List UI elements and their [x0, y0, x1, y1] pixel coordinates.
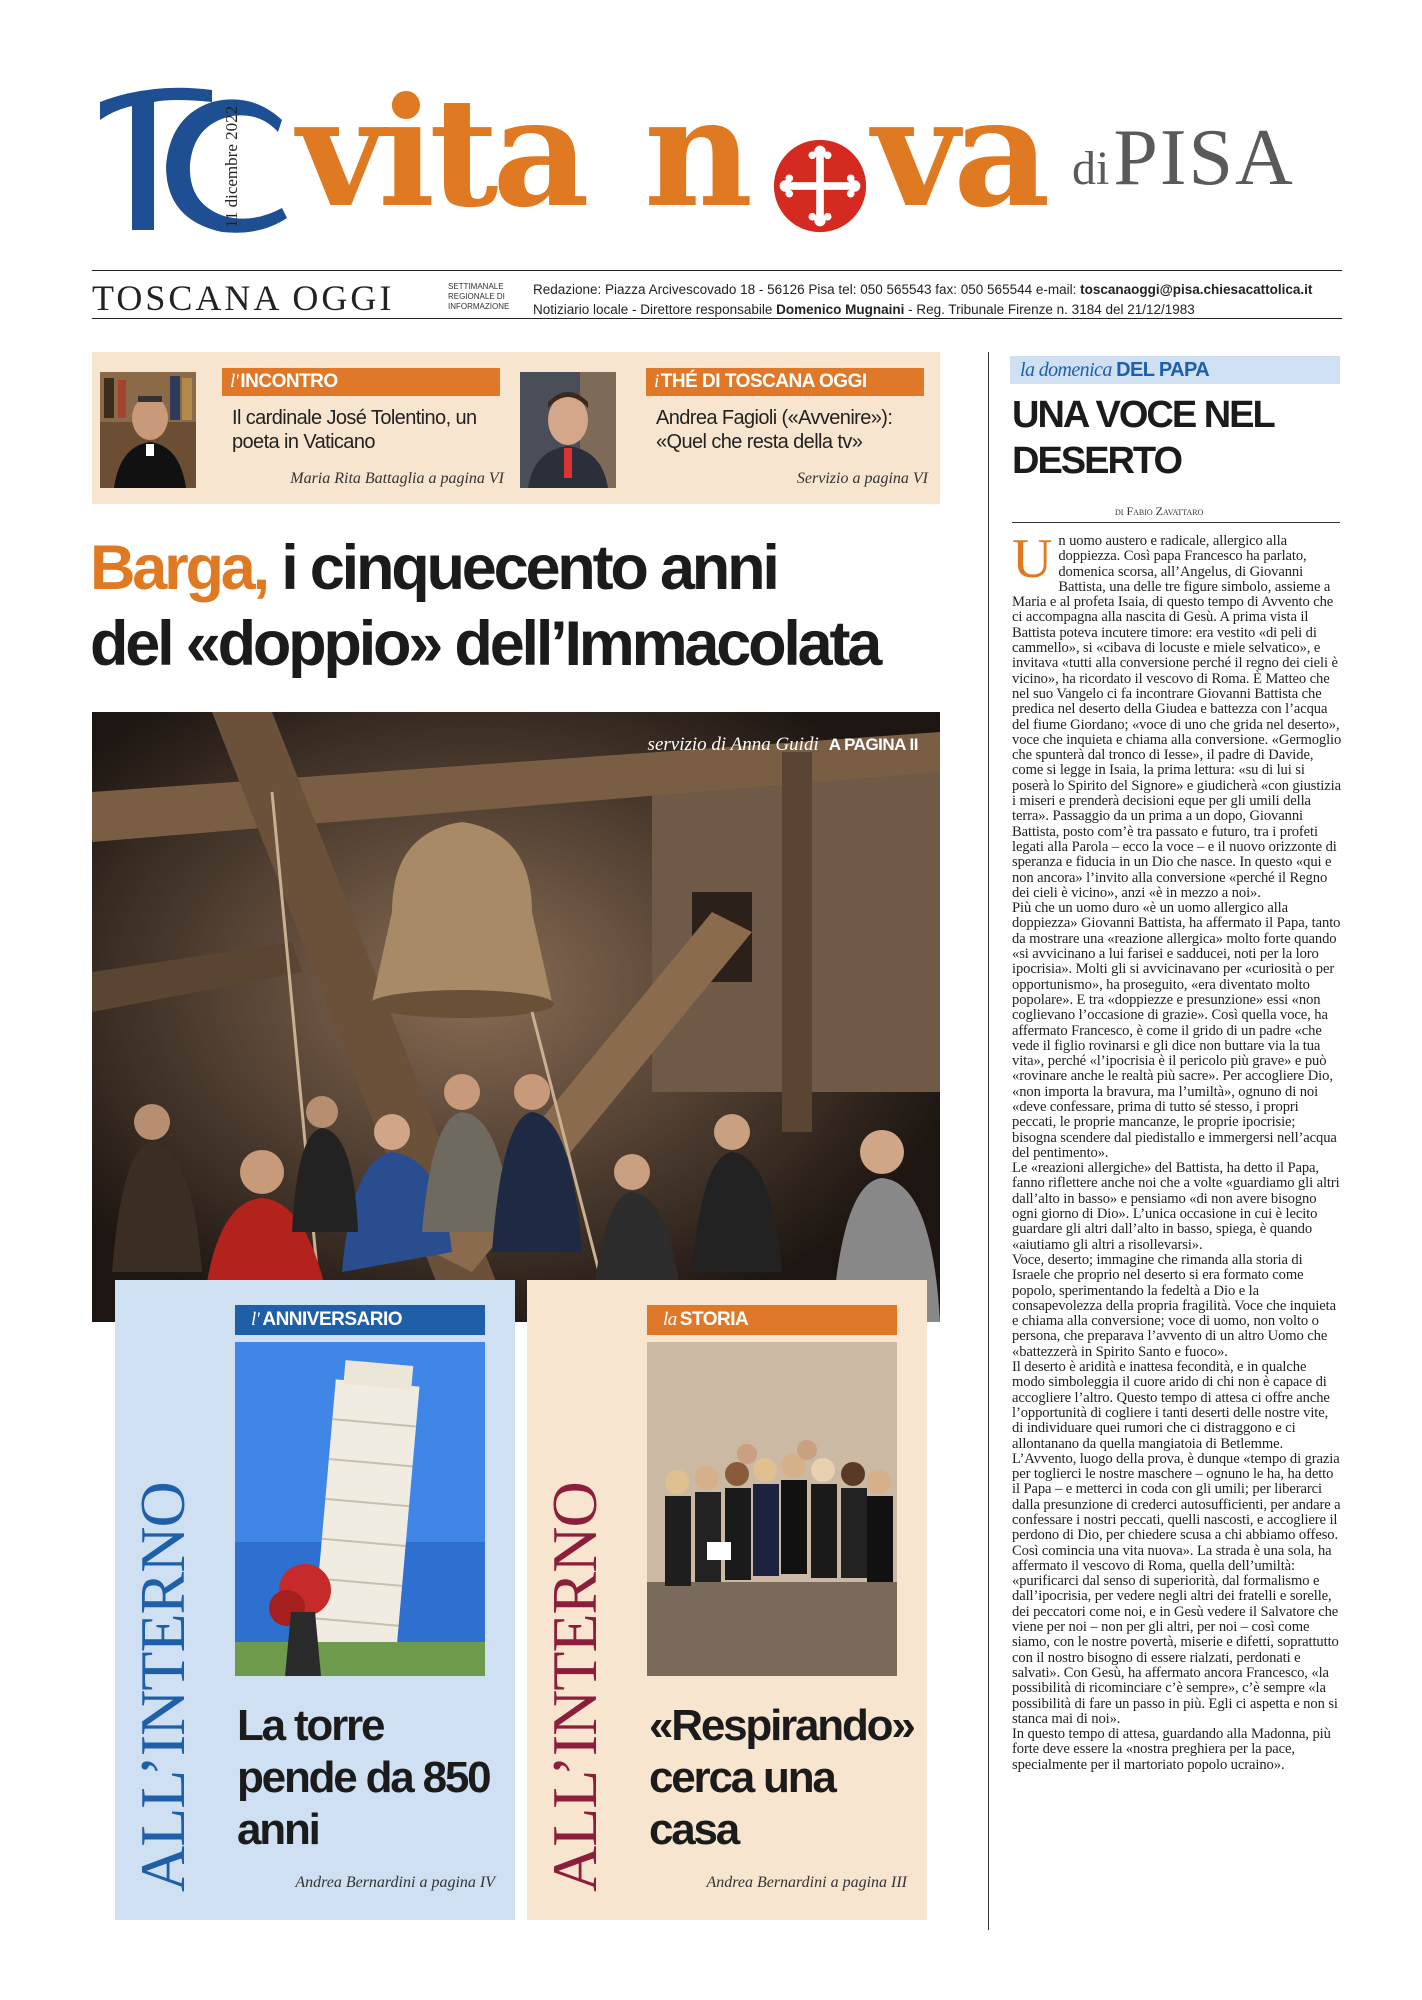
tag-prefix: la	[663, 1309, 677, 1330]
box-headline: «Respirando» cerca una casa	[649, 1701, 914, 1854]
tag-label: THÉ DI TOSCANA OGGI	[660, 371, 867, 392]
editorial-info	[533, 280, 1312, 320]
masthead-divider	[92, 270, 1342, 271]
director-name: Domenico Mugnaini	[776, 302, 905, 317]
inside-box-anniversario[interactable]	[115, 1280, 515, 1920]
column-body	[1012, 528, 1342, 1773]
registration-text-b: - Reg. Tribunale Firenze n. 3184 del 21/12/1983	[904, 302, 1195, 317]
teaser-bar	[92, 352, 940, 504]
main-headline[interactable]	[90, 530, 960, 682]
column-title[interactable]: UNA VOCE NEL DESERTO	[1012, 394, 1274, 482]
title-nova-va: va	[872, 65, 1045, 241]
headline-accent: Barga,	[90, 533, 267, 603]
paragraph: Le «reazioni allergiche» del Battista, ha detto il Papa, fanno riflettere anche noi che a volte «guardiamo gli altri dall’alto in basso» e pensiamo «di non avere bisogno ogni giorno di Dio». L’unica occasione in cui è lecito guardare gli altri dall’alto in basso, spiega, è quando «aiutiamo gli altri a risollevarsi».	[1012, 1160, 1340, 1253]
masthead	[92, 65, 1342, 268]
inside-label: ALL’INTERNO	[539, 1482, 610, 1892]
teaser-headline: Andrea Fagioli («Avvenire»): «Quel che resta della tv»	[656, 407, 893, 453]
author-name: Fabio Zavattaro	[1126, 504, 1204, 518]
bell-ringers-image	[92, 712, 940, 1322]
tag-label: ANNIVERSARIO	[262, 1309, 403, 1330]
paragraph: Voce, deserto; immagine che rimanda alla storia di Israele che proprio nel deserto si era formato come popolo, sperimentando la fedeltà a Dio e la consapevolezza della propria fragilità. Voce che inquieta e chiama alla conversione; voce di uomo, non volto o persona, che preparava l’avvento di un altro Uomo che «battezzerà in Spirito Santo e fuoco».	[1012, 1251, 1336, 1360]
box-credit: Andrea Bernardini a pagina IV	[295, 1874, 495, 1891]
box-headline: La torre pende da 850 anni	[237, 1701, 490, 1854]
author-prefix: di	[1115, 504, 1124, 518]
box-credit: Andrea Bernardini a pagina III	[706, 1874, 907, 1891]
tc-logo	[92, 80, 302, 240]
publisher-name: TOSCANA OGGI	[92, 278, 395, 318]
photo-author: servizio di Anna Guidi	[647, 734, 819, 755]
box-tag	[647, 1305, 897, 1335]
paragraph: L’Avvento, luogo della prova, è dunque «tempo di grazia per toglierci le nostre maschere – ognuno le ha, ha detto il Papa – e metterci in coda con gli umili; per liberarci dalla presunzione di crederci autosufficienti, per andare a confessare i nostri peccati, quelli nascosti, e accogliere il perdono di Dio, per chiedere scusa a chi abbiamo offeso. Così comincia una vita nuova». La strada è una sola, ha affermato il vescovo di Roma, quella dell’umiltà: «purificarci dal senso di superiorità, dal formalismo e dall’ipocrisia, per vedere negli altri dei fratelli e sorelle, dei peccatori come noi, e in Gesù vedere il Salvatore che viene per noi – non per gli altri, per noi – così come siamo, con le nostre povertà, miserie e difetti, soprattutto con il nostro bisogno di essere rialzati, perdonati e salvati». Con Gesù, ha affermato ancora Francesco, «la possibilità di ricominciare c’è sempre», c’è sempre «la possibilità di fare un passo in più. Egli ci aspetta e non si stanca mai di noi».	[1012, 1450, 1341, 1727]
bell-tower-photo	[92, 712, 940, 1322]
address-text: Redazione: Piazza Arcivescovado 18 - 56126 Pisa tel: 050 565543 fax: 050 565544 e-mail:	[533, 282, 1081, 297]
author-rule	[1012, 522, 1340, 523]
masthead-divider-bottom	[92, 318, 1342, 319]
pisa-label: PISA	[1113, 114, 1295, 202]
issue-date: 11 dicembre 2022	[222, 105, 241, 228]
paragraph: In questo tempo di attesa, guardando alla Madonna, più forte deve essere la «nostra preghiera per la pace, specialmente per il martoriato popolo ucraino».	[1012, 1726, 1331, 1773]
paragraph-text: n uomo austero e radicale, allergico alla doppiezza. Così papa Francesco ha parlato, domenica scorsa, all’Angelus, di Giovanni Battista, una delle tre figure simbolo, assieme a Maria e al profeta Isaia, di questo tempo di Avvento che ci accompagna alla nascita di Gesù. A prima vista il Battista poteva incutere timore: era vestito «di peli di cammello», si «cibava di locuste e miele selvatico», e invitava «tutti alla conversione perché il regno dei cieli è vicino», ha ricordato il vescovo di Roma. È Matteo che nel suo Vangelo ci fa incontrare Giovanni Battista che predica nel deserto della Giudea e battezza con l’acqua del fiume Giordano; «voce di uno che grida nel deserto», voce che inquieta e chiama alla conversione. «Germoglio che spunterà dal tronco di Iesse», il padre di Davide, come si legge in Isaia, la prima lettura: «su di lui si poserà lo Spirito del Signore» e giudicherà «con giustizia i miseri e prenderà decisioni eque per gli umili della terra». Passaggio da un prima a un dopo, Giovanni Battista, posto com’è tra passato e futuro, tra i profeti legati alla Parola – ecco la voce – e il nuovo orizzonte di speranza e fiducia in un Dio che nasce. In questo «qui e non ancora» l’invito alla conversione «perché il Regno dei cieli è vicino», anzi «è in mezzo a noi».	[1012, 533, 1342, 901]
publisher-subtitle: SETTIMANALE REGIONALE DI INFORMAZIONE	[448, 282, 510, 311]
tag-prefix: l'	[251, 1309, 260, 1330]
tag-prefix: l'	[230, 371, 239, 392]
teaser-credit: Servizio a pagina VI	[796, 470, 928, 487]
tag-prefix: i	[654, 371, 659, 392]
photo-credit[interactable]	[648, 734, 918, 756]
headline-rest: i cinquecento anni	[266, 533, 777, 603]
tag-mid: domenica	[1034, 359, 1117, 381]
tag-label: STORIA	[679, 1309, 749, 1330]
pisan-cross-icon	[772, 138, 868, 234]
headline-line-2: del «doppio» dell’Immacolata	[90, 609, 880, 679]
di-pisa	[1072, 114, 1295, 202]
paragraph	[1012, 528, 1342, 901]
teaser-the[interactable]	[516, 352, 940, 504]
title-nova-n: n	[644, 65, 748, 241]
cardinal-photo	[100, 372, 196, 488]
tag-label: INCONTRO	[240, 371, 338, 392]
teaser-incontro[interactable]	[92, 352, 516, 504]
teaser-tag	[222, 368, 500, 396]
inside-box-storia[interactable]	[527, 1280, 927, 1920]
teaser-tag	[646, 368, 924, 396]
teaser-headline: Il cardinale José Tolentino, un poeta in Vaticano	[232, 407, 477, 453]
paragraph: Il deserto è aridità e inattesa fecondità, e in qualche modo simboleggia il cuore arido di chi non è capace di accogliere l’altro. Questo tempo di attesa ci offre anche l’opportunità di cogliere i tanti deserti delle nostre vite, di individuare quei rumori che ci distraggono e ci allontanano da quella mangiatoia di Betlemme.	[1012, 1359, 1330, 1452]
title-vita: vita	[297, 65, 584, 241]
column-tag	[1010, 356, 1340, 384]
box-tag	[235, 1305, 485, 1335]
address-line	[533, 280, 1312, 300]
group-photo	[647, 1342, 897, 1676]
di-label: di	[1072, 142, 1110, 195]
paragraph: Più che un uomo duro «è un uomo allergico alla doppiezza» Giovanni Battista, ha affermato il Papa, tanto da mostrare una «reazione allergica» molto forte quando «si avvicinano a lui farisei e sadducei, noti per la loro ipocrisia». Molti gli si avvicinavano per «curiosità o per opportunismo», ha proseguito, «era diventato molto popolare». E tra «doppiezze e presunzione» essi «non coglievano l’occasione di grazie». Così quella voce, ha affermato Francesco, è come il grido di un padre «che vede il figlio rovinarsi e gli dice non buttare via la tua vita», perché «l’ipocrisia è il pericolo più grave» e può «rovinare anche le realtà più sacre». Per accogliere Dio, «non importa la bravura, ma l’umiltà», ognuno di noi «deve confessare, prima di tutto sé stesso, i propri peccati, le proprie mancanze, le proprie ipocrisie; bisogna scendere dal piedistallo e immergersi nell’acqua del pentimento».	[1012, 900, 1341, 1161]
fagioli-photo	[520, 372, 616, 488]
tag-prefix: la	[1020, 359, 1035, 381]
leaning-tower-photo	[235, 1342, 485, 1676]
column-divider	[988, 352, 989, 1930]
photo-page-ref: A PAGINA II	[828, 735, 918, 754]
column-author	[1115, 504, 1203, 519]
registration-text-a: Notiziario locale - Direttore responsabile	[533, 302, 777, 317]
dropcap: U	[1012, 528, 1053, 590]
headline-line-1	[90, 530, 960, 606]
inside-label: ALL’INTERNO	[127, 1482, 198, 1892]
tag-bold: DEL PAPA	[1116, 359, 1210, 381]
registration-line	[533, 300, 1312, 320]
teaser-credit: Maria Rita Battaglia a pagina VI	[290, 470, 504, 487]
email-link[interactable]: toscanaoggi@pisa.chiesacattolica.it	[1080, 282, 1313, 297]
